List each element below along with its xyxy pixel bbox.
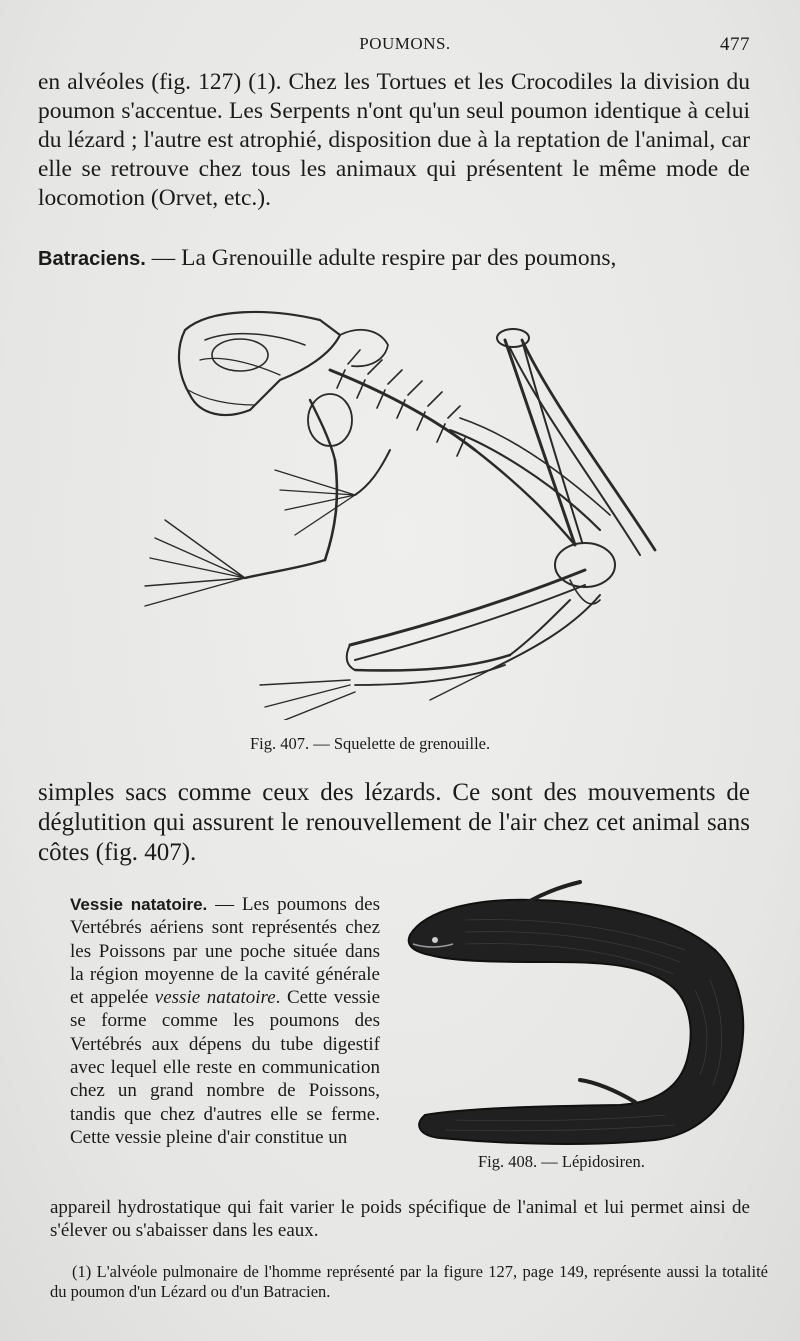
paragraph-vessie-natatoire (70, 893, 380, 1149)
paragraph-vessie-text-a: — Les poumons des Vertébrés aériens sont représentés chez les Poissons par une poche située dans la région moyenne de la cavité générale et appelée (70, 894, 380, 1009)
footnote-text: (1) L'alvéole pulmonaire de l'homme représenté par la figure 127, page 149, représente aussi la totalité du poumon d'un Lézard ou d'un Batracien. (50, 1262, 768, 1301)
paragraph-lungs-reptiles: en alvéoles (fig. 127) (1). Chez les Tortues et les Crocodiles la division du poumon s'accentue. Les Serpents n'ont qu'un seul poumon identique à celui du lézard ; l'autre est atrophié, disposition due à la reptation de l'animal, car elle se retrouve chez tous les animaux qui présentent le même mode de locomotion (Orvet, etc.). (38, 69, 750, 211)
footnote (50, 1262, 768, 1302)
running-head (60, 34, 750, 56)
paragraph-vessie-text-b: . Cette vessie se forme comme les poumons des Vertébrés aux dépens du tube digestif avec lequel elle reste en communication chez un grand nombre de Poissons, tandis que chez d'autres elle se ferme. Cette vessie pleine d'air constitue un (70, 987, 380, 1148)
paragraph-batraciens-text: — La Grenouille adulte respire par des poumons, (145, 245, 617, 271)
figure-407-caption: Fig. 407. — Squelette de grenouille. (250, 734, 491, 753)
paragraph-batraciens (38, 244, 750, 274)
paragraph-deglutition: simples sacs comme ceux des lézards. Ce sont des mouvements de déglutition qui assurent le renouvellement de l'air chez cet animal sans côtes (fig. 407). (38, 779, 750, 866)
paragraph-hydrostatique: appareil hydrostatique qui fait varier le poids spécifique de l'animal et lui permet ainsi de s'élever ou s'abaisser dans les eaux. (50, 1197, 750, 1242)
frog-skeleton-illustration (130, 300, 670, 720)
page-number: 477 (720, 34, 750, 55)
running-title: POUMONS. (359, 34, 451, 53)
term-vessie-natatoire: vessie natatoire (154, 987, 276, 1009)
section-lead-batraciens: Batraciens. (38, 248, 146, 270)
figure-408-caption: Fig. 408. — Lépidosiren. (478, 1152, 645, 1171)
section-lead-vessie: Vessie natatoire. (70, 895, 208, 914)
lepidosiren-illustration (405, 870, 750, 1150)
